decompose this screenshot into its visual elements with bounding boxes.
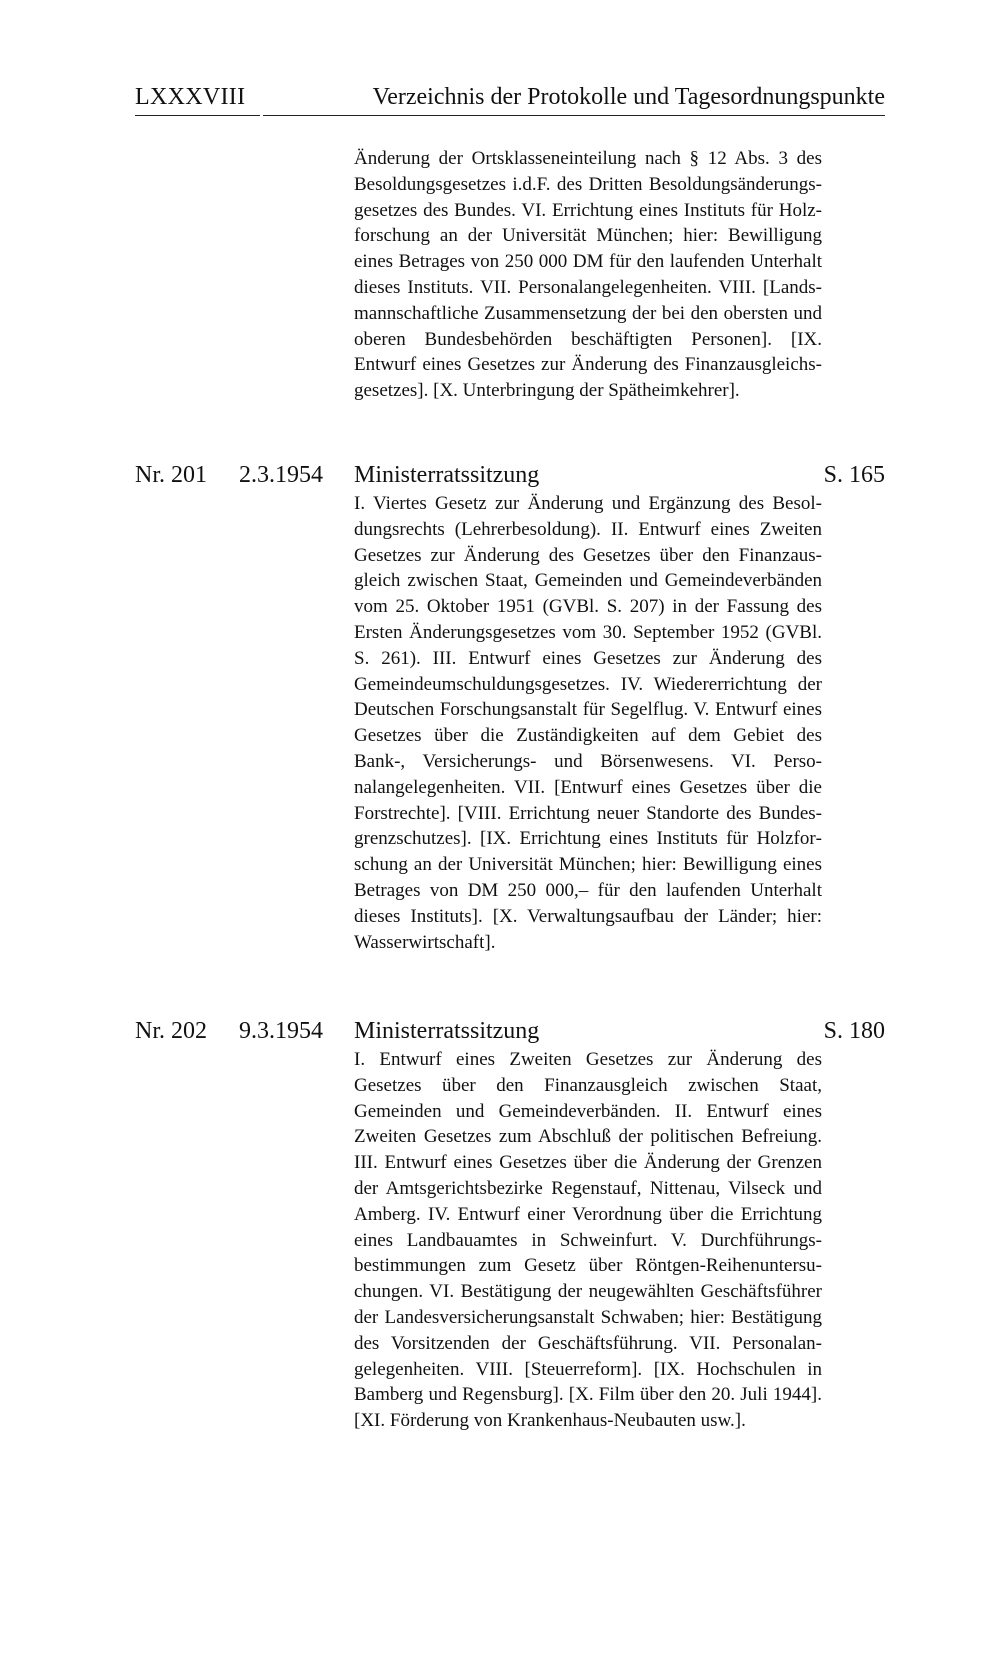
header-rule-right bbox=[263, 115, 885, 116]
entry-number: Nr. 202 bbox=[135, 1018, 207, 1044]
running-title: Verzeichnis der Protokolle und Tagesordnungspunkte bbox=[372, 84, 885, 110]
page-number-roman: LXXXVIII bbox=[135, 84, 246, 110]
entry-type: Ministerratssitzung bbox=[354, 462, 540, 488]
entry-page-reference: S. 165 bbox=[823, 462, 885, 488]
entry-type: Ministerratssitzung bbox=[354, 1018, 540, 1044]
continuation-agenda-text: Änderung der Ortsklasseneinteilung nach § 12 Abs. 3 des Besoldungsgesetzes i.d.F. des Dritten Besoldungsänderungsgesetzes des Bundes. VI. Errichtung eines Instituts für Holzforschung an der Universität München; hier: Bewilligung eines Betrages von 250 000 DM für den laufenden Unterhalt dieses Instituts. VII. Personalangelegenheiten. VIII. [Landsmannschaftliche Zusammensetzung der bei den obersten und oberen Bundesbehörden beschäftigten Personen]. [IX. Entwurf eines Gesetzes zur Änderung des Finanzausgleichsgesetzes]. [X. Unterbringung der Spätheimkehrer]. bbox=[354, 148, 822, 402]
entry-agenda-text: I. Entwurf eines Zweiten Gesetzes zur Änderung des Gesetzes über den Finanzausgleich zwischen Staat, Gemeinden und Gemeindeverbänden. II. Entwurf eines Zweiten Gesetzes zum Abschluß der politischen Befreiung. III. Entwurf eines Gesetzes über die Änderung der Grenzen der Amtsgerichtsbezirke Regenstauf, Nittenau, Vilseck und Amberg. IV. Entwurf einer Verordnung über die Errichtung eines Landbauamtes in Schweinfurt. V. Durchführungsbestimmungen zum Gesetz über Röntgen-Reihenuntersuchungen. VI. Bestätigung der neugewählten Geschäftsführer der Landesversicherungsanstalt Schwaben; hier: Bestätigung des Vorsitzenden der Geschäftsführung. VII. Personalangelegenheiten. VIII. [Steuerreform]. [IX. Hochschulen in Bamberg und Regensburg]. [X. Film über den 20. Juli 1944]. [XI. Förderung von Krankenhaus-Neubauten usw.]. bbox=[354, 1049, 822, 1432]
entry-date: 2.3.1954 bbox=[239, 462, 323, 488]
entry-number: Nr. 201 bbox=[135, 462, 207, 488]
running-header bbox=[135, 82, 885, 118]
entry-agenda-text: I. Viertes Gesetz zur Änderung und Ergänzung des Besoldungsrechts (Lehrerbesoldung). II. Entwurf eines Zweiten Gesetzes zur Änderung des Gesetzes über den Finanzausgleich zwischen Staat, Gemeinden und Gemeindeverbänden vom 25. Oktober 1951 (GVBl. S. 207) in der Fassung des Ersten Änderungsgesetzes vom 30. September 1952 (GVBl. S. 261). III. Entwurf eines Gesetzes zur Änderung des Gemeindeumschuldungsgesetzes. IV. Wiedererrichtung der Deutschen Forschungsanstalt für Segelflug. V. Entwurf eines Gesetzes über die Zuständigkeiten auf dem Gebiet des Bank-, Versicherungs- und Börsenwesens. VI. Personalangelegenheiten. VII. [Entwurf eines Gesetzes über die Forstrechte]. [VIII. Errichtung neuer Standorte des Bundesgrenzschutzes]. [IX. Errichtung eines Instituts für Holzforschung an der Universität München; hier: Bewilligung eines Betrages von DM 250 000,– für den laufenden Unterhalt dieses Instituts]. [X. Verwaltungsaufbau der Länder; hier: Wasserwirtschaft]. bbox=[354, 493, 822, 953]
entry-date: 9.3.1954 bbox=[239, 1018, 323, 1044]
entry-page-reference: S. 180 bbox=[823, 1018, 885, 1044]
header-rule-left bbox=[135, 115, 260, 116]
